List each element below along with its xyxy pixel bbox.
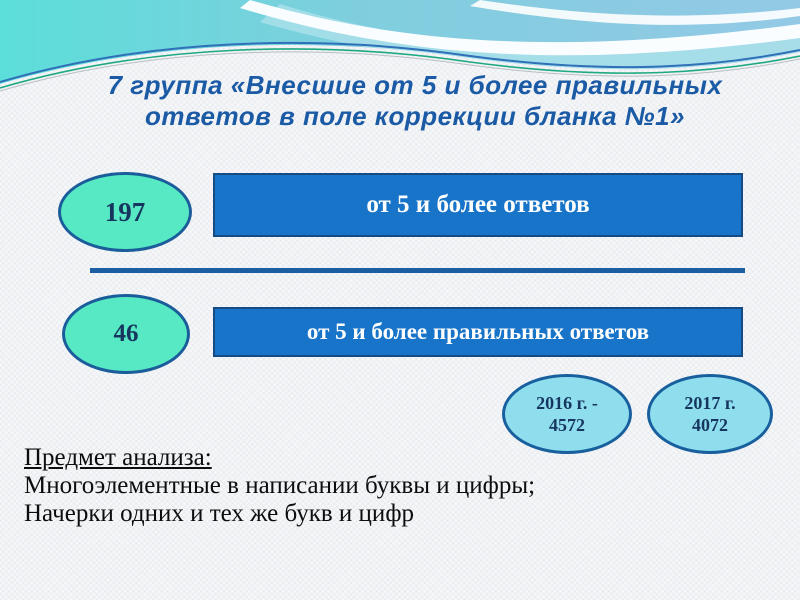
- year-ellipse-2017: [647, 374, 773, 454]
- year-2017-value: 4072: [692, 415, 728, 435]
- slide-title-line2: ответов в поле коррекции бланка №1»: [144, 101, 686, 131]
- year-2016-value: 4572: [549, 415, 585, 435]
- analysis-line2: Начерки одних и тех же букв и цифр: [24, 500, 415, 527]
- slide-title-line1: 7 группа «Внесшие от 5 и более правильных: [107, 70, 723, 100]
- analysis-heading: Предмет анализа:: [24, 444, 212, 471]
- label-text-group1: от 5 и более ответов: [366, 191, 590, 218]
- analysis-block: [24, 444, 535, 528]
- year-2016-label: 2016 г. -: [536, 393, 598, 413]
- label-bar-group2: [213, 307, 743, 357]
- count-ellipse-group2: [62, 294, 190, 374]
- label-text-group2: от 5 и более правильных ответов: [306, 319, 650, 344]
- count-ellipse-group1: [58, 172, 192, 252]
- label-bar-group1: [213, 173, 743, 237]
- count-value-group2: 46: [113, 320, 139, 347]
- count-value-group1: 197: [104, 196, 146, 227]
- year-2017-label: 2017 г.: [684, 393, 736, 413]
- divider-line: [90, 268, 745, 273]
- slide-title: [70, 70, 760, 132]
- analysis-line1: Многоэлементные в написании буквы и цифры;: [24, 472, 536, 499]
- year-ellipse-2016: [502, 374, 632, 454]
